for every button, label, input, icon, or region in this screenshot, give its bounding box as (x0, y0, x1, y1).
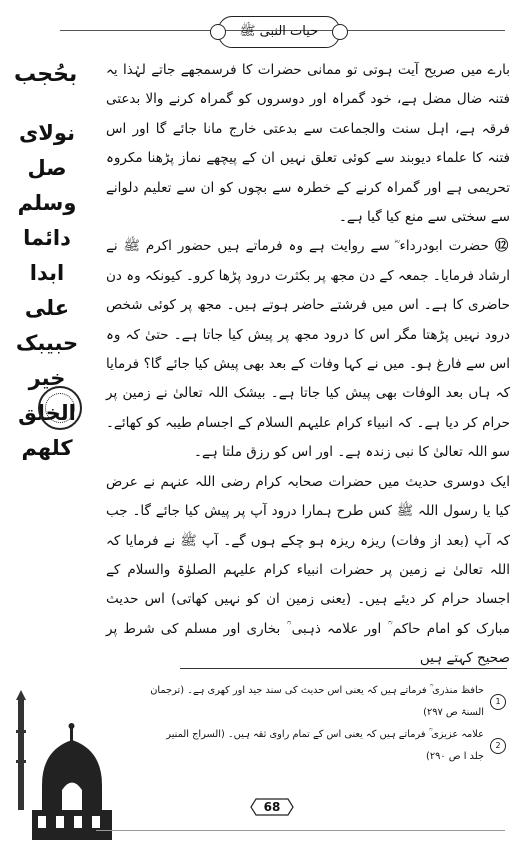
footnote-number: 2 (490, 738, 506, 754)
bottom-rule (96, 830, 505, 831)
main-text (106, 56, 510, 674)
header-title: حیات النبی ﷺ (239, 23, 319, 39)
footnote-separator (180, 668, 507, 669)
footnotes (150, 680, 506, 768)
footnote-text: علامہ عزیزی ؒ فرماتے ہیں کہ یعنی اس کے تمام راوی ثقہ ہیں۔ (السراج المنیر جلد ا ص ۲۹۰) (166, 729, 484, 762)
running-header (218, 16, 340, 48)
footnote-2 (150, 724, 506, 768)
paragraph-2 (106, 232, 510, 467)
green-dome-mosque-icon (12, 690, 112, 840)
page-number-text: 68 (263, 800, 281, 814)
paragraph-1-text: بارے میں صریح آیت ہوتی تو ممانی حضرات کا فرسمجھے جاتے لہٰذا یہ فتنہ ضال مضل ہے، خود گمراہ اور دوسروں کو گمراہ کرنے والا بدعتی فرقہ ہے، اہل سنت والجماعت سے بدعتی خارج مانا جائے گا اور اس فتنہ کا علماء دیوبند سے کوئی تعلق نہیں ان کے پیچھے نماز پڑھنا مکروہ تحریمی ہے اور گمراہ کرنے کے خطرہ سے بچوں کو ان سے تعلیم دلوانے سے سختی سے منع کیا گیا ہے۔ (106, 62, 510, 226)
footnote-text: حافظ منذری ؒ فرماتے ہیں کہ یعنی اس حدیث کی سند جید اور کھری ہے۔ (ترجمان السنۃ ص ۲۹۷) (150, 685, 484, 718)
page-number (250, 797, 294, 817)
paragraph-2-text: حضرت ابودرداء ؓ سے روایت ہے وہ فرماتے ہیں حضور اکرم ﷺ نے ارشاد فرمایا۔ جمعہ کے دن مجھ پر بکثرت درود پڑھا کرو۔ کیونکہ وہ دن حاضری کا ہے۔ اس میں فرشتے حاضر ہوتے ہیں۔ مجھ پر کوئی شخص درود نہیں پڑھتا مگر اس کا درود مجھ پر پیش کیا جاتا ہے۔ حتیٰ کہ وہ اس سے فارغ ہو۔ میں نے کہا وفات کے بعد بھی پیش کیا جائے گا؟ فرمایا کہ ہاں بعد الوفات بھی پیش کیا جاتا ہے۔ بیشک اللہ تعالیٰ نے زمین پر حرام کر دیا ہے۔ کہ انبیاء کرام علیہم السلام کے اجسام طیبہ کو کھائے۔ سو اللہ تعالیٰ کا نبی زندہ ہے۔ اور اس کو رزق ملتا ہے۔ (106, 238, 510, 461)
side-calligraphy-panel (4, 56, 90, 656)
footnote-number: 1 (490, 694, 506, 710)
paragraph-3-text: ایک دوسری حدیث میں حضرات صحابہ کرام رضی اللہ عنہم نے عرض کیا یا رسول اللہ ﷺ کس طرح ہمارا درود آپ پر پیش کیا جائے گا۔ جب کہ آپ (بعد از وفات) ریزہ ریزہ ہو چکے ہوں گے۔ آپ ﷺ نے فرمایا کہ اللہ تعالیٰ نے زمین پر حضرات انبیاء کرام علیہم الصلوٰۃ والسلام کے اجساد حرام کر دیئے ہیں۔ (یعنی زمین ان کو نہیں کھاتی) اس حدیث مبارک کو امام حاکم ؒ اور علامہ ذہبی ؒ بخاری اور مسلم کی شرط پر صحیح کہتے ہیں (106, 473, 510, 667)
paragraph-number: ⑫ (494, 238, 511, 255)
side-verse: نولای صل وسلم دائما ابدا علی حبیبک خیر الخلق کلھم (15, 121, 79, 460)
paragraph-1 (106, 56, 510, 232)
footnote-1 (150, 680, 506, 724)
side-heading: بحُجب (14, 62, 78, 87)
calligraphy-seal-icon (38, 386, 82, 430)
paragraph-3 (106, 468, 510, 674)
